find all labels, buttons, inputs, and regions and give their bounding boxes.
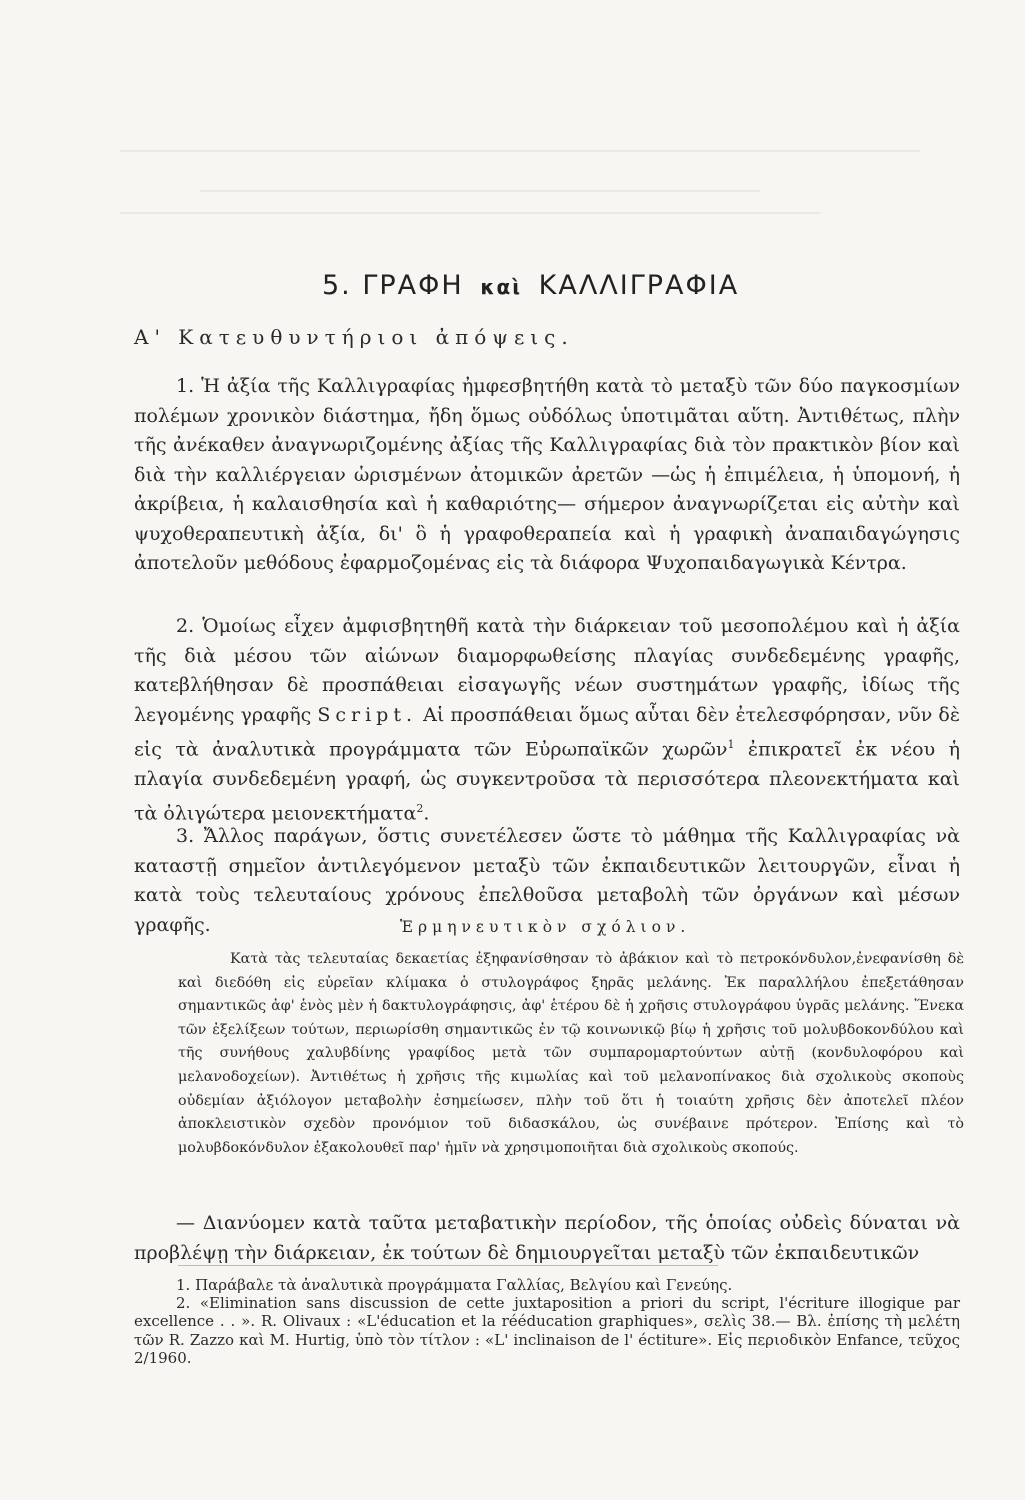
show-through-line [200, 190, 760, 192]
chapter-title-conjunction: καὶ [480, 275, 523, 299]
paragraph-2-end: . [423, 802, 430, 825]
footnote-ref-2[interactable]: 2 [416, 802, 424, 816]
paragraph-2-start: 2. Ὁμοίως εἶχεν ἀμφισβητηθῆ κατὰ τὴν διάρκειαν τοῦ μεσοπολέμου καὶ ἡ ἀξία τῆς διὰ μέσου τῶν αἰώνων διαμορφωθείσης πλαγίας συνδεδεμένης γραφῆς, κατεβλήθησαν δὲ προσπάθειαι εἰσαγωγῆς νέων συστημάτων γραφῆς, ἰδίως τῆς λεγομένης γραφῆς [134, 615, 960, 726]
footnote-ref-1[interactable]: 1 [727, 738, 735, 751]
closing-block [134, 1208, 960, 1268]
scholion-text: Κατὰ τὰς τελευταίας δεκαετίας ἐξηφανίσθησαν τὸ ἀβάκιον καὶ τὸ πετροκόνδυλον,ἐνεφανίσθη δὲ καὶ διεδόθη εἰς εὐρεῖαν κλίμακα ὁ στυλογράφος ξηρᾶς μελάνης. Ἐκ παραλλήλου ἐπεξετάθησαν σημαντικῶς ἀφ' ἑνὸς μὲν ἡ δακτυλογράφησις, ἀφ' ἑτέρου δὲ ἡ χρῆσις στυλογράφου ὑγρᾶς μελάνης. Ἕνεκα τῶν ἐξελίξεων τούτων, περιωρίσθη σημαντικῶς ἐν τῷ κοινωνικῷ βίῳ ἡ χρῆσις τοῦ μολυβδοκονδύλου καὶ τῆς συνήθους χαλυβδίνης γραφίδος μετὰ τῶν συμπαρομαρτούντων αὐτῇ (κονδυλοφόρου καὶ μελανοδοχείων). Ἀντιθέτως ἡ χρῆσις τῆς κιμωλίας καὶ τοῦ μελανοπίνακος διὰ σχολικοὺς σκοποὺς οὐδεμίαν ἀξιόλογον μεταβολὴν ἐσημείωσεν, πλὴν τοῦ ὅτι ἡ τοιαύτη χρῆσις δὲν ἀποτελεῖ πλέον ἀποκλειστικὸν σχεδὸν προνόμιον τοῦ διδασκάλου, ὡς συνέβαινε πρότερον. Ἐπίσης καὶ τὸ μολυβδοκόνδυλον ἐξακολουθεῖ παρ' ἡμῖν νὰ χρησιμοποιῆται διὰ σχολικοὺς σκοπούς. [178, 951, 964, 1156]
show-through-line [120, 212, 820, 214]
paragraph-2-tail: ἐπικρατεῖ ἐκ νέου ἡ πλαγία συνδεδεμένη γραφή, ὡς συγκεντροῦσα τὰ περισσότερα πλεονεκτήματα καὶ τὰ ὀλιγώτερα μειονεκτήματα [134, 738, 960, 825]
paragraph-2-block [134, 612, 960, 829]
show-through-line [120, 150, 920, 152]
closing-paragraph: — Διανύομεν κατὰ ταῦτα μεταβατικὴν περίοδον, τῆς ὁποίας οὐδεὶς δύναται νὰ προβλέψῃ τὴν διάρκειαν, ἐκ τούτων δὲ δημιουργεῖται μεταξὺ τῶν ἐκπαιδευτικῶν [134, 1212, 960, 1264]
scholion-heading: Ἑρμηνευτικὸν σχόλιον. [400, 918, 691, 936]
footnote-rule [178, 1265, 718, 1266]
paragraph-1-block [134, 372, 960, 579]
paragraph-3: 3. Ἄλλος παράγων, ὅστις συνετέλεσεν ὥστε τὸ μάθημα τῆς Καλλιγραφίας νὰ καταστῇ σημεῖον ἀντιλεγόμενον μεταξὺ τῶν ἐκπαιδευτικῶν λειτουργῶν, εἶναι ἡ κατὰ τοὺς τελευταίους χρόνους ἐπελθοῦσα μεταβολὴ τῶν ὀργάνων καὶ μέσων γραφῆς. [134, 825, 960, 936]
script-term: Script. [317, 703, 417, 726]
chapter-title-word-2: ΚΑΛΛΙΓΡΑΦΙΑ [538, 270, 740, 301]
chapter-title-word-1: ΓΡΑΦΗ [362, 270, 464, 301]
paragraph-2 [134, 612, 960, 829]
paragraph-1: 1. Ἡ ἀξία τῆς Καλλιγραφίας ἠμφεσβητήθη κατὰ τὸ μεταξὺ τῶν δύο παγκοσμίων πολέμων χρονικὸν διάστημα, ἤδη ὅμως οὐδόλως ὑποτιμᾶται αὕτη. Ἀντιθέτως, πλὴν τῆς ἀνέκαθεν ἀναγνωριζομένης ἀξίας τῆς Καλλιγραφίας διὰ τὸν πρακτικὸν βίον καὶ διὰ τὴν καλλιέργειαν ὡρισμένων ἀτομικῶν ἀρετῶν —ὡς ἡ ἐπιμέλεια, ἡ ὑπομονή, ἡ ἀκρίβεια, ἡ καλαισθησία καὶ ἡ καθαριότης— σήμερον ἀναγνωρίζεται εἰς αὐτὴν καὶ ψυχοθεραπευτικὴ ἀξία, δι' ὃ ἡ γραφοθεραπεία καὶ ἡ γραφικὴ ἀναπαιδαγώγησις ἀποτελοῦν μεθόδους ἐφαρμοζομένας εἰς τὰ διάφορα Ψυχοπαιδαγωγικὰ Κέντρα. [134, 375, 960, 574]
footnote-2: 2. «Elimination sans discussion de cette juxtaposition a priori du script, l'écriture illogique par excellence . . ». R. Olivaux : «L'éducation et la rééducation graphiques», σελὶς 38.— Βλ. ἐπίσης τὴ μελέτη τῶν R. Zazzo καὶ M. Hurtig, ὑπὸ τὸν τίτλον : «L' inclinaison de l' éctiture». Εἰς περιοδικὸν Enfance, τεῦχος 2/1960. [134, 1294, 960, 1367]
chapter-title [322, 270, 922, 301]
footnote-1: 1. Παράβαλε τὰ ἀναλυτικὰ προγράμματα Γαλλίας, Βελγίου καὶ Γενεύης. [176, 1276, 733, 1294]
chapter-number: 5. [322, 270, 352, 301]
section-subheading: Α' Κατευθυντήριοι ἀπόψεις. [134, 325, 574, 349]
scholion-block [178, 948, 964, 1160]
paragraph-2-middle: Αἱ προσπάθειαι ὅμως αὗται δὲν ἐτελεσφόρησαν, νῦν δὲ εἰς τὰ ἀναλυτικὰ προγράμματα τῶν Εὐρωπαϊκῶν χωρῶν [134, 703, 961, 761]
footnotes [134, 1276, 960, 1367]
